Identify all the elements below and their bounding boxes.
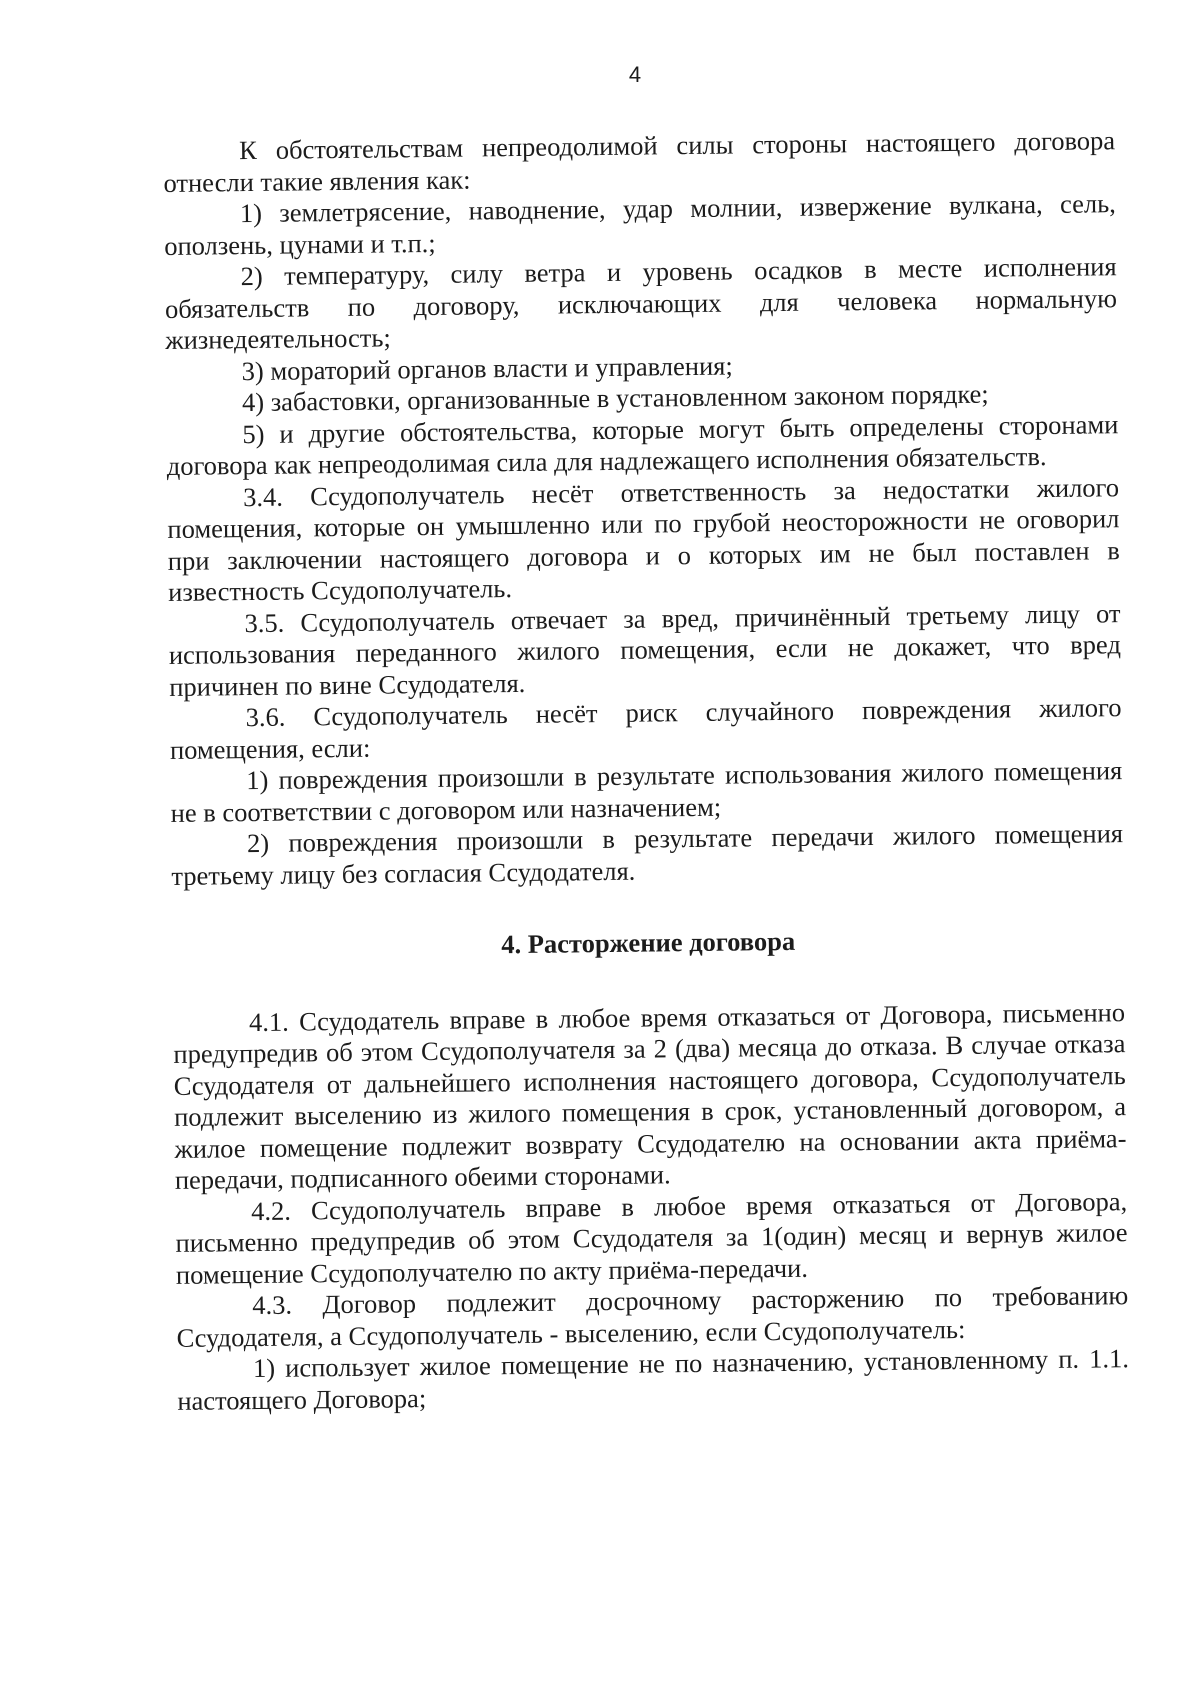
clause-3-5: 3.5. Ссудополучатель отвечает за вред, причинённый третьему лицу от использования переданного жилого помещения, если не докажет, что вред причинен по вине Ссудодателя. — [168, 597, 1121, 702]
clause-4-3-item-1: 1) использует жилое помещение не по назначению, установленному п. 1.1. настоящего Договора; — [177, 1343, 1130, 1416]
force-majeure-intro-paragraph: К обстоятельствам непреодолимой силы стороны настоящего договора отнесли такие явления как: — [163, 125, 1116, 198]
force-majeure-item-2: 2) температуру, силу ветра и уровень осадков в месте исполнения обязательств по договору, исключающих для человека нормальную жизнедеятельность; — [164, 251, 1118, 355]
clause-3-6-item-1: 1) повреждения произошли в результате использования жилого помещения не в соответствии с договором или назначением; — [170, 755, 1123, 828]
clause-3-4: 3.4. Ссудополучатель несёт ответственность за недостатки жилого помещения, которые он умышленно или по грубой неосторожности не оговорил при заключении настоящего договора и о которых им не был поставлен в известность Ссудополучатель. — [167, 471, 1120, 607]
force-majeure-item-5: 5) и другие обстоятельства, которые могут быть определены сторонами договора как непреодолимая сила для надлежащего исполнения обязательств. — [166, 408, 1119, 481]
force-majeure-item-3: 3) мораторий органов власти и управления; — [241, 350, 733, 386]
force-majeure-item-4: 4) забастовки, организованные в установленном законом порядке; — [241, 378, 989, 418]
document-body — [163, 125, 1129, 1417]
clause-4-1: 4.1. Ссудодатель вправе в любое время отказаться от Договора, письменно предупредив об этом Ссудополучателя за 2 (два) месяца до отказа. В случае отказа Ссудодателя от дальнейшего исполнения настоящего договора, Ссудополучатель подлежит выселению из жилого помещения в срок, установленный договором, а жилое помещение подлежит возврату Ссудодателю на основании акта приёма-передачи, подписанного обеими сторонами. — [173, 996, 1127, 1195]
clause-3-6: 3.6. Ссудополучатель несёт риск случайного повреждения жилого помещения, если: — [169, 692, 1122, 765]
page-number: 4 — [628, 62, 642, 87]
clause-4-3: 4.3. Договор подлежит досрочному расторжению по требованию Ссудодателя, а Ссудополучатель - выселению, если Ссудополучатель: — [176, 1280, 1129, 1353]
clause-3-6-item-2: 2) повреждения произошли в результате передачи жилого помещения третьему лицу без согласия Ссудодателя. — [171, 818, 1124, 891]
force-majeure-item-1: 1) землетрясение, наводнение, удар молнии, извержение вулкана, сель, оползень, цунами и т.п.; — [164, 188, 1116, 261]
clause-4-2: 4.2. Ссудополучатель вправе в любое время отказаться от Договора, письменно предупредив об этом Ссудодателя за 1(один) месяц и вернув жилое помещение Ссудополучателю по акту приёма-передачи. — [175, 1185, 1128, 1290]
section-heading: 4. Расторжение договора — [501, 925, 796, 960]
